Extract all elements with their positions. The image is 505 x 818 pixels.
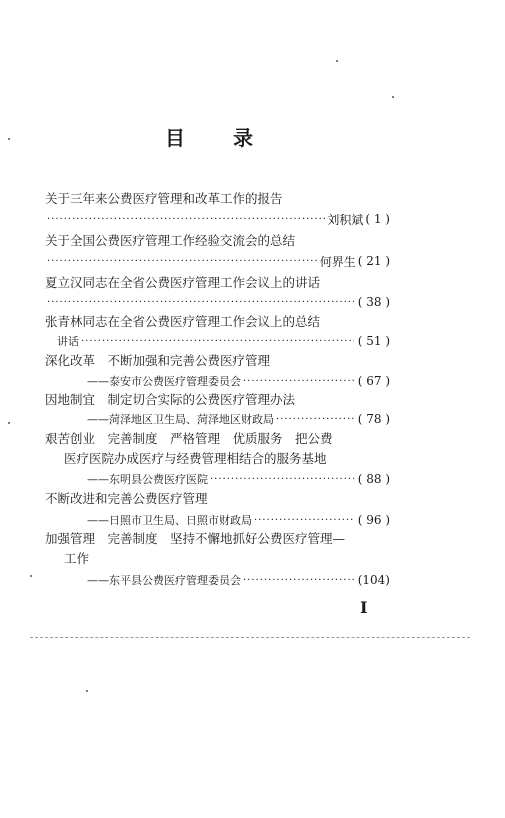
toc-entry-leader <box>45 571 390 589</box>
toc-entry-leader <box>45 210 390 228</box>
toc-entry-title-continued: 医疗医院办成医疗与经费管理相结合的服务基地 <box>64 451 327 466</box>
title-char-2: 录 <box>233 126 253 150</box>
toc-entry-prefix: ——菏泽地区卫生局、菏泽地区财政局 <box>87 413 274 426</box>
toc-entry-title: 夏立汉同志在全省公费医疗管理工作会议上的讲话 <box>45 275 321 290</box>
toc-entry-author: 何界生 <box>319 254 356 269</box>
toc-entry-leader <box>45 293 390 311</box>
toc-entry-page: ( 51 ) <box>357 334 390 348</box>
toc-entry-title: 关于全国公费医疗管理工作经验交流会的总结 <box>45 233 296 248</box>
toc-entry-leader <box>45 332 390 350</box>
toc-entry-title-continued: 工作 <box>64 551 90 566</box>
dot-leader <box>276 414 354 425</box>
dot-leader <box>243 376 354 387</box>
page-divider <box>30 637 470 638</box>
dot-leader <box>47 297 354 308</box>
dot-leader <box>81 336 354 347</box>
toc-entry-title: 不断改进和完善公费医疗管理 <box>45 491 208 506</box>
toc-entry-page: ( 67 ) <box>357 374 390 388</box>
toc-entry-page: ( 21 ) <box>357 254 390 268</box>
toc-entry-title: 关于三年来公费医疗管理和改革工作的报告 <box>45 191 283 206</box>
toc-entry-title: 因地制宜 制定切合实际的公费医疗管理办法 <box>45 392 296 407</box>
toc-entry-title: 艰苦创业 完善制度 严格管理 优质服务 把公费 <box>45 431 333 446</box>
toc-entry-leader <box>45 470 390 488</box>
toc-entry-leader <box>45 410 390 428</box>
toc-entry-prefix: 讲话 <box>57 335 79 348</box>
toc-entry-title: 深化改革 不断加强和完善公费医疗管理 <box>45 353 271 368</box>
dot-leader <box>243 575 354 586</box>
scan-speck <box>8 422 10 424</box>
scan-speck <box>8 138 10 140</box>
scan-speck <box>336 60 338 62</box>
toc-entry-page: (104) <box>357 573 390 587</box>
toc-entry-title: 张青林同志在全省公费医疗管理工作会议上的总结 <box>45 314 321 329</box>
toc-entry-leader <box>45 372 390 390</box>
toc-entry-page: ( 38 ) <box>357 295 390 309</box>
toc-entry-page: ( 88 ) <box>357 472 390 486</box>
dot-leader <box>210 474 354 485</box>
dot-leader <box>254 515 354 526</box>
scan-speck <box>30 575 32 577</box>
toc-entry-title: 加强管理 完善制度 坚持不懈地抓好公费医疗管理— <box>45 531 346 546</box>
toc-entry-prefix: ——东明县公费医疗医院 <box>87 473 208 486</box>
toc-entry-page: ( 1 ) <box>365 212 390 226</box>
dot-leader <box>47 256 318 267</box>
toc-entry-leader <box>45 511 390 529</box>
toc-entry-author: 刘积斌 <box>327 212 364 227</box>
toc-entry-page: ( 96 ) <box>357 513 390 527</box>
toc-entry-prefix: ——泰安市公费医疗管理委员会 <box>87 375 241 388</box>
dot-leader <box>47 214 325 225</box>
scan-speck <box>392 96 394 98</box>
toc-entry-prefix: ——东平县公费医疗管理委员会 <box>87 574 241 587</box>
toc-entry-leader <box>45 252 390 270</box>
page-number-marker: I <box>360 598 368 617</box>
toc-entry-prefix: ——日照市卫生局、日照市财政局 <box>87 514 252 527</box>
title-char-1: 目 <box>165 126 185 150</box>
scan-speck <box>86 690 88 692</box>
toc-entry-page: ( 78 ) <box>357 412 390 426</box>
